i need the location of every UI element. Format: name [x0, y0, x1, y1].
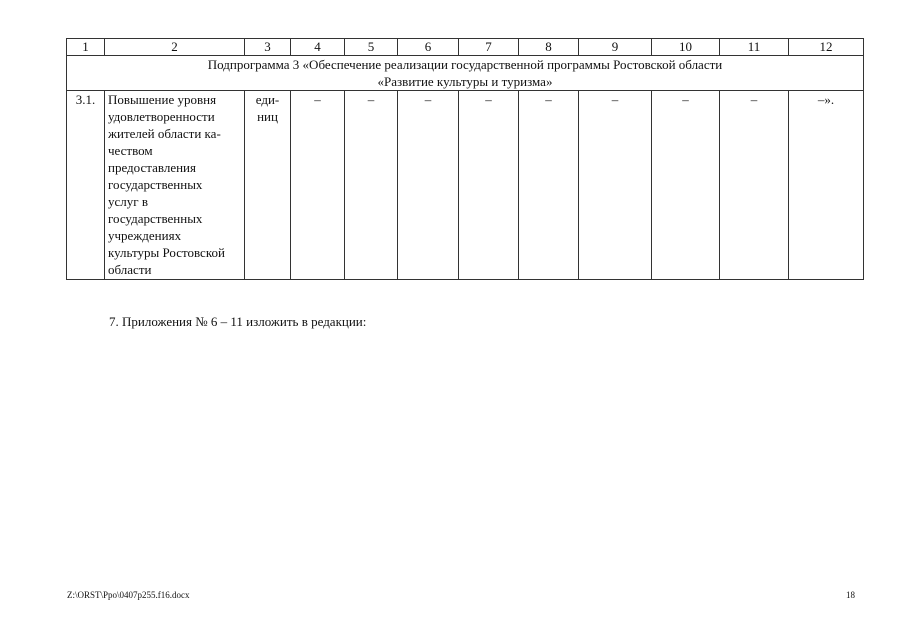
unit-line: еди-: [255, 92, 280, 107]
unit-line: ниц: [257, 109, 278, 124]
column-header: 11: [720, 39, 789, 56]
value-cell: –: [720, 91, 789, 280]
subprogram-title-line: «Развитие культуры и туризма»: [377, 74, 553, 89]
value-cell: –: [291, 91, 345, 280]
column-header: 10: [652, 39, 720, 56]
indicator-name: [105, 91, 245, 280]
value-cell: –: [519, 91, 579, 280]
indicator-name-line: учреждениях: [108, 228, 182, 243]
column-header: 6: [398, 39, 459, 56]
value-cell: –: [579, 91, 652, 280]
subprogram-title: [67, 56, 864, 91]
value-cell: –: [398, 91, 459, 280]
indicator-name-line: услуг в: [108, 194, 148, 209]
indicator-name-line: области: [108, 262, 152, 277]
unit-of-measure: [245, 91, 291, 280]
footer-file-path: Z:\ORST\Ppo\0407p255.f16.docx: [67, 590, 190, 600]
column-header: 5: [345, 39, 398, 56]
column-number-row: [67, 39, 864, 56]
indicator-name-line: удовлетворенности: [108, 109, 215, 124]
indicator-name-line: культуры Ростовской: [108, 245, 225, 260]
table-row: [67, 91, 864, 280]
column-header: 1: [67, 39, 105, 56]
subprogram-title-line: Подпрограмма 3 «Обеспечение реализации государственной программы Ростовской области: [207, 57, 723, 72]
indicator-name-line: жителей области ка-: [108, 126, 221, 141]
indicator-name-line: Повышение уровня: [108, 92, 217, 107]
column-header: 3: [245, 39, 291, 56]
value-cell: –: [345, 91, 398, 280]
column-header: 7: [459, 39, 519, 56]
value-cell: –: [652, 91, 720, 280]
page-number: 18: [846, 590, 855, 600]
subprogram-title-row: [67, 56, 864, 91]
value-cell: –».: [789, 91, 864, 280]
column-header: 9: [579, 39, 652, 56]
body-paragraph: 7. Приложения № 6 – 11 изложить в редакции:: [109, 314, 367, 329]
column-header: 8: [519, 39, 579, 56]
value-cell: –: [459, 91, 519, 280]
indicator-name-line: предоставления: [108, 160, 196, 175]
document-table: [66, 38, 864, 280]
indicator-name-line: государственных: [108, 211, 203, 226]
row-number: 3.1.: [67, 91, 105, 280]
indicator-name-line: чеством: [108, 143, 153, 158]
indicator-name-line: государственных: [108, 177, 203, 192]
column-header: 12: [789, 39, 864, 56]
column-header: 4: [291, 39, 345, 56]
column-header: 2: [105, 39, 245, 56]
